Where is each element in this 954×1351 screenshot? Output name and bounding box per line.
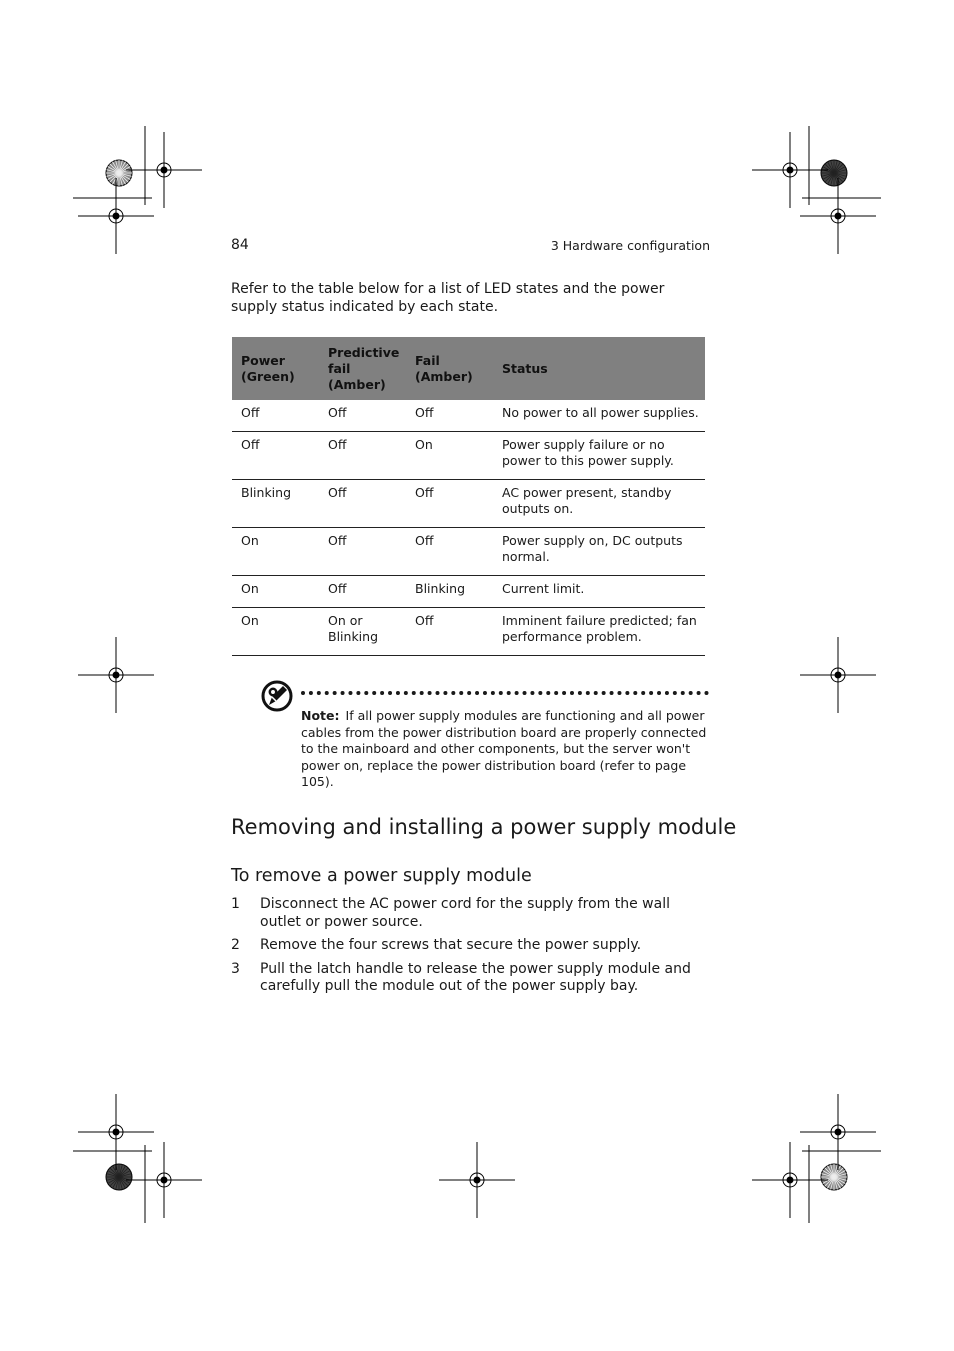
table-cell: Off [406,608,493,656]
header-text-line: Power [241,352,285,368]
table-cell: Off [406,400,493,432]
step-number: 1 [231,896,240,912]
color-bar-starburst [106,1164,132,1190]
led-table-body [232,400,705,656]
color-bar-starburst [106,160,132,186]
table-row [232,576,705,608]
intro-paragraph: Refer to the table below for a list of LED states and the power supply status indicated by each state. [231,281,665,315]
table-cell: No power to all power supplies. [493,400,705,432]
note-text [301,708,711,791]
table-cell: AC power present, standby outputs on. [493,480,705,528]
table-cell: Off [319,576,406,608]
note-pen-icon [260,679,294,717]
table-cell: On [232,528,319,576]
table-row [232,432,705,480]
note-body: If all power supply modules are functioning and all power cables from the power distribution board are properly connected to the mainboard and other components, but the server won't power on, replace the power distribution board (refer to page 105). [301,708,707,789]
table-cell: Off [319,432,406,480]
table-cell: Power supply failure or no power to this power supply. [493,432,705,480]
list-item [231,896,711,931]
table-cell: Current limit. [493,576,705,608]
table-cell: On [232,576,319,608]
led-table-header-cell [493,337,705,400]
table-cell: Imminent failure predicted; fan performance problem. [493,608,705,656]
step-number: 2 [231,937,240,953]
table-cell: Off [232,400,319,432]
table-cell: Off [406,528,493,576]
table-cell: On [406,432,493,480]
header-text-line: Status [502,360,548,376]
color-bar-starburst [821,1164,847,1190]
list-item [231,937,711,955]
list-item [231,961,711,996]
section-title: Removing and installing a power supply module [231,815,737,839]
table-cell: Power supply on, DC outputs normal. [493,528,705,576]
table-cell: On or Blinking [319,608,406,656]
table-cell: On [232,608,319,656]
table-row [232,480,705,528]
table-cell: Off [232,432,319,480]
table-row [232,528,705,576]
header-text-line: Fail [415,352,440,368]
header-text-line: (Green) [241,368,295,384]
header-text-line: (Amber) [328,376,386,392]
led-table-header [232,337,705,400]
led-table-header-cell [232,337,319,400]
table-cell: Off [319,480,406,528]
table-row [232,608,705,656]
color-bar-starburst [821,160,847,186]
header-text-line: Predictive [328,344,400,360]
note-label: Note: [301,708,340,723]
header-text-line: (Amber) [415,368,473,384]
step-text: Pull the latch handle to release the power supply module and carefully pull the module out of the power supply bay. [260,960,691,994]
table-cell: Blinking [406,576,493,608]
header-text-line: fail [328,360,351,376]
led-table-header-cell [319,337,406,400]
table-cell: Blinking [232,480,319,528]
step-text: Remove the four screws that secure the power supply. [260,937,642,953]
table-cell: Off [319,400,406,432]
led-table-header-cell [406,337,493,400]
table-cell: Off [319,528,406,576]
note-dotted-rule [301,691,709,695]
step-text: Disconnect the AC power cord for the supply from the wall outlet or power source. [260,896,670,930]
table-cell: Off [406,480,493,528]
running-head: 3 Hardware configuration [550,238,710,253]
procedure-steps [231,896,711,1002]
procedure-title: To remove a power supply module [231,866,532,886]
led-status-table [232,337,705,656]
table-row [232,400,705,432]
page-number: 84 [231,237,249,253]
step-number: 3 [231,960,240,977]
